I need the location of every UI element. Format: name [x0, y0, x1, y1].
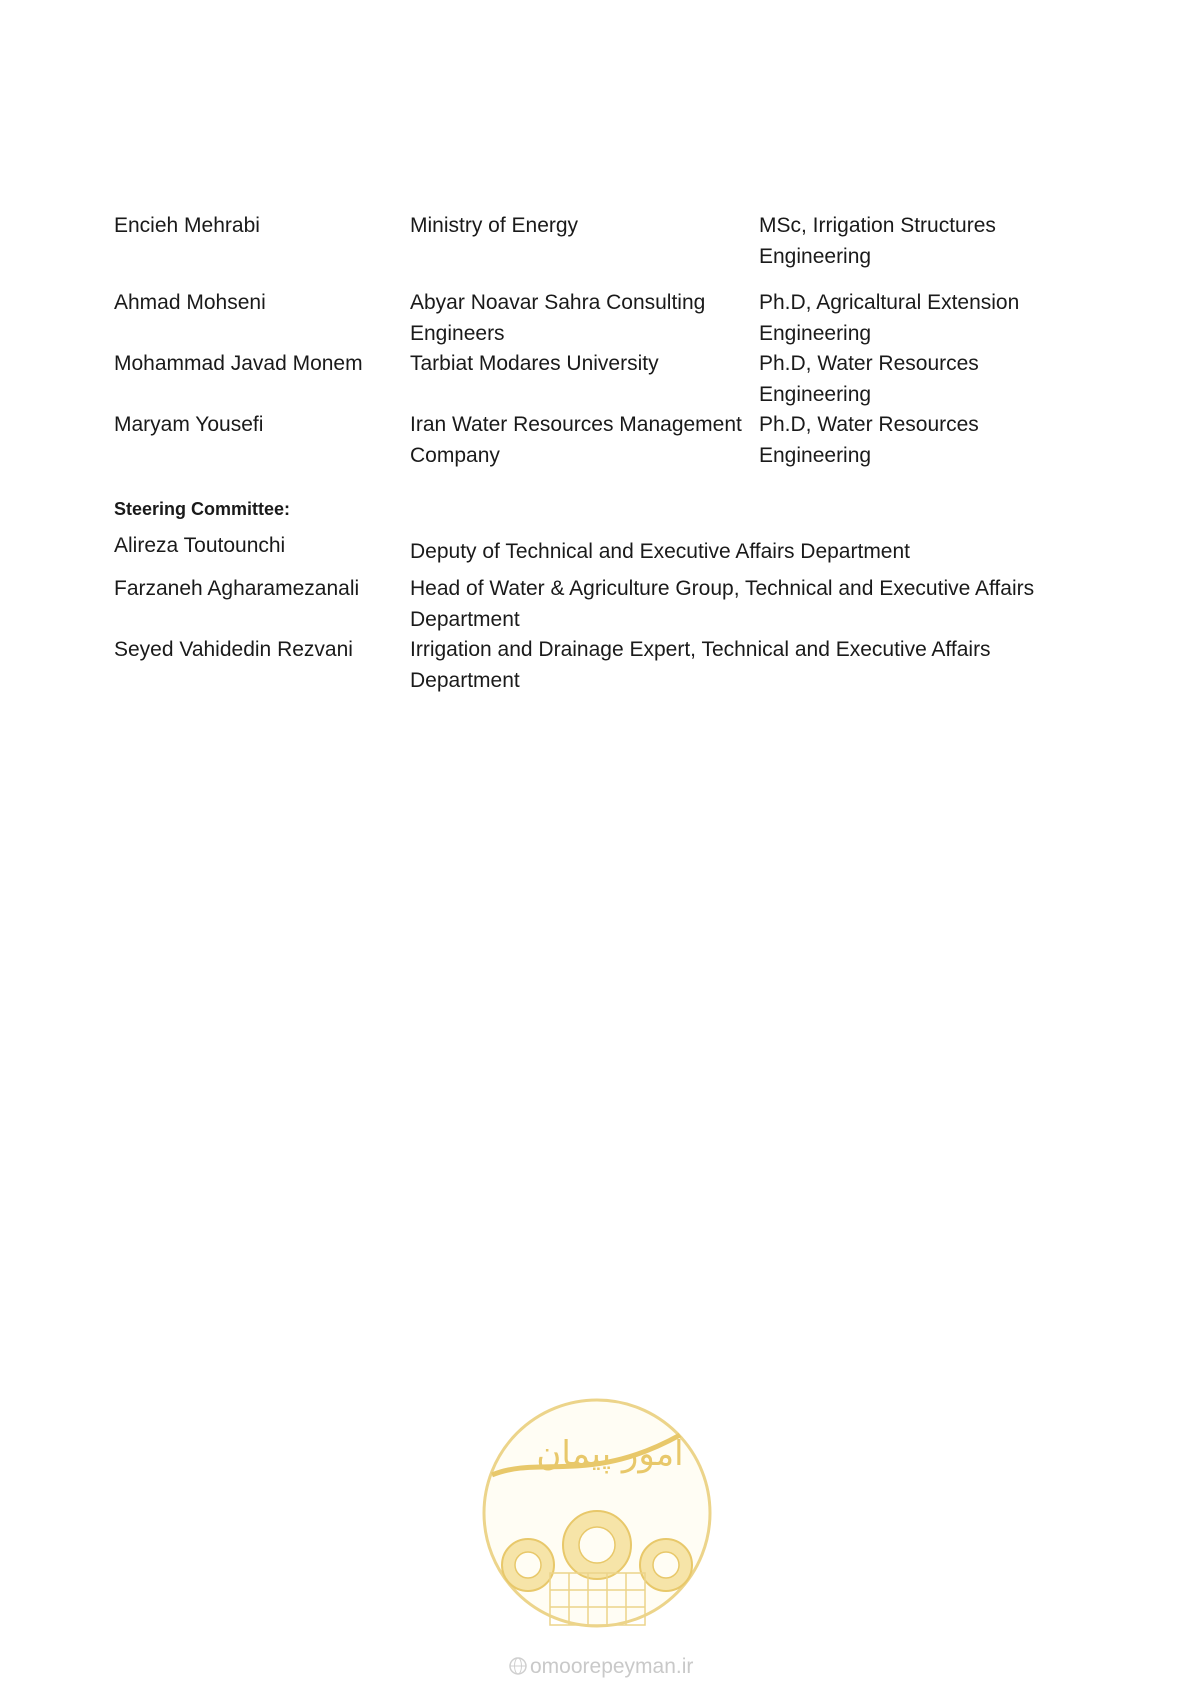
steering-member-role: Irrigation and Drainage Expert, Technical and Executive Affairs Department: [410, 638, 991, 692]
steering-member-role: Deputy of Technical and Executive Affairs Department: [410, 540, 911, 563]
member-degree: MSc, Irrigation Structures Engineering: [759, 214, 996, 268]
member-degree: Ph.D, Water Resources Engineering: [759, 352, 979, 406]
steering-member-name: Seyed Vahidedin Rezvani: [114, 638, 353, 661]
steering-member-name: Farzaneh Agharamezanali: [114, 577, 360, 600]
watermark-seal: [480, 1395, 715, 1680]
member-name: Encieh Mehrabi: [114, 214, 260, 237]
member-name: Maryam Yousefi: [114, 413, 264, 436]
member-name: Ahmad Mohseni: [114, 291, 266, 314]
member-degree: Ph.D, Water Resources Engineering: [759, 413, 979, 467]
globe-icon: [510, 1658, 526, 1674]
steering-committee-heading: Steering Committee:: [114, 499, 291, 519]
watermark-site: omoorepeyman.ir: [530, 1655, 694, 1678]
steering-member-name: Alireza Toutounchi: [114, 534, 286, 557]
member-name: Mohammad Javad Monem: [114, 352, 363, 375]
watermark-logo-text: امور پیمان: [536, 1434, 684, 1474]
member-degree: Ph.D, Agricaltural Extension Engineering: [759, 291, 1020, 345]
member-organization: Iran Water Resources Management Company: [410, 413, 742, 467]
member-organization: Ministry of Energy: [410, 214, 579, 237]
steering-member-role: Head of Water & Agriculture Group, Technical and Executive Affairs Department: [410, 577, 1035, 631]
member-organization: Abyar Noavar Sahra Consulting Engineers: [410, 291, 706, 345]
watermark-logo: [480, 1395, 715, 1680]
member-organization: Tarbiat Modares University: [410, 352, 659, 375]
